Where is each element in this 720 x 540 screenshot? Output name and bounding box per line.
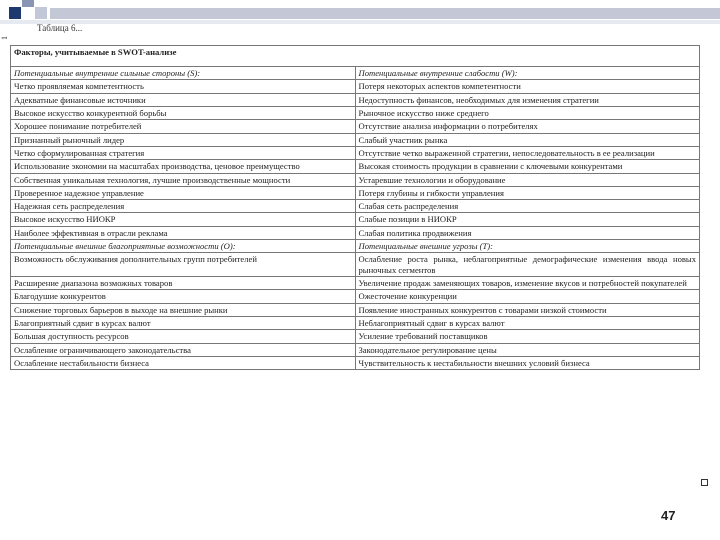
cell-right: Слабая политика продвижения	[355, 226, 700, 239]
cell-right: Недоступность финансов, необходимых для изменения стратегии	[355, 93, 700, 106]
section-header-left: Потенциальные внутренние сильные стороны (S):	[11, 67, 356, 80]
decor-stripe	[50, 8, 720, 19]
cell-left: Признанный рыночный лидер	[11, 133, 356, 146]
table-section-header-row	[11, 240, 700, 253]
cell-right: Высокая стоимость продукции в сравнении с ключевыми конкурентами	[355, 160, 700, 173]
cell-right: Неблагоприятный сдвиг в курсах валют	[355, 316, 700, 329]
cell-right: Законодательное регулирование цены	[355, 343, 700, 356]
cell-left: Использование экономии на масштабах производства, ценовое преимущество	[11, 160, 356, 173]
cell-right: Отсутствие анализа информации о потребителях	[355, 120, 700, 133]
table-row	[11, 133, 700, 146]
section-header-left: Потенциальные внешние благоприятные возможности (O):	[11, 240, 356, 253]
table-row	[11, 226, 700, 239]
cell-left: Снижение торговых барьеров в выходе на внешние рынки	[11, 303, 356, 316]
cell-right: Потеря глубины и гибкости управления	[355, 186, 700, 199]
table-title: Факторы, учитываемые в SWOT-анализе	[11, 46, 700, 67]
cell-left: Адекватные финансовые источники	[11, 93, 356, 106]
cell-left: Высокое искусство НИОКР	[11, 213, 356, 226]
table-section-header-row	[11, 67, 700, 80]
cell-left: Проверенное надежное управление	[11, 186, 356, 199]
table-row	[11, 186, 700, 199]
table-row	[11, 330, 700, 343]
cell-left: Ослабление ограничивающего законодательства	[11, 343, 356, 356]
cell-right: Потеря некоторых аспектов компетентности	[355, 80, 700, 93]
cell-left: Благодушие конкурентов	[11, 290, 356, 303]
decor-square-dark	[9, 7, 21, 19]
table-row	[11, 80, 700, 93]
decor-stripe-thin	[0, 20, 720, 24]
cell-right: Слабый участник рынка	[355, 133, 700, 146]
table-row	[11, 213, 700, 226]
table-row	[11, 277, 700, 290]
table-row	[11, 120, 700, 133]
corner-square-icon	[701, 479, 708, 486]
cell-left: Ослабление нестабильности бизнеса	[11, 356, 356, 369]
decor-square-light	[35, 7, 47, 19]
header-decoration	[0, 0, 720, 30]
table-row	[11, 316, 700, 329]
table-row	[11, 253, 700, 277]
cell-left: Четко проявляемая компетентность	[11, 80, 356, 93]
cell-right: Рыночное искусство ниже среднего	[355, 106, 700, 119]
cell-right: Ожесточение конкуренции	[355, 290, 700, 303]
cell-right: Чувствительность к нестабильности внешних условий бизнеса	[355, 356, 700, 369]
cell-left: Наиболее эффективная в отрасли реклама	[11, 226, 356, 239]
table-row	[11, 356, 700, 369]
cell-right: Отсутствие четко выраженной стратегии, непоследовательность в ее реализации	[355, 146, 700, 159]
table-row	[11, 146, 700, 159]
section-header-right: Потенциальные внешние угрозы (T):	[355, 240, 700, 253]
cell-right: Устаревшие технологии и оборудование	[355, 173, 700, 186]
cell-right: Слабые позиции в НИОКР	[355, 213, 700, 226]
side-mark: 1	[0, 36, 9, 40]
table-row	[11, 303, 700, 316]
swot-table	[10, 45, 700, 370]
table-row	[11, 93, 700, 106]
table-row	[11, 343, 700, 356]
cell-right: Ослабление роста рынка, неблагоприятные демографические изменения ввода новых рыночных сегментов	[355, 253, 700, 277]
section-header-right: Потенциальные внутренние слабости (W):	[355, 67, 700, 80]
table-title-row	[11, 46, 700, 67]
page-number: 47	[661, 508, 676, 523]
cell-left: Собственная уникальная технология, лучшие производственные мощности	[11, 173, 356, 186]
table-row	[11, 173, 700, 186]
table-caption: Таблица 6...	[37, 23, 83, 33]
table-row	[11, 160, 700, 173]
decor-square-mid	[22, 0, 34, 7]
cell-left: Высокое искусство конкурентной борьбы	[11, 106, 356, 119]
cell-left: Четко сформулированная стратегия	[11, 146, 356, 159]
table-row	[11, 290, 700, 303]
cell-left: Возможность обслуживания дополнительных групп потребителей	[11, 253, 356, 277]
cell-right: Усиление требований поставщиков	[355, 330, 700, 343]
cell-left: Надежная сеть распределения	[11, 200, 356, 213]
cell-left: Хорошее понимание потребителей	[11, 120, 356, 133]
table-row	[11, 106, 700, 119]
cell-left: Расширение диапазона возможных товаров	[11, 277, 356, 290]
cell-right: Появление иностранных конкурентов с товарами низкой стоимости	[355, 303, 700, 316]
cell-right: Увеличение продаж заменяющих товаров, изменение вкусов и потребностей покупателей	[355, 277, 700, 290]
cell-left: Большая доступность ресурсов	[11, 330, 356, 343]
table-row	[11, 200, 700, 213]
cell-left: Благоприятный сдвиг в курсах валют	[11, 316, 356, 329]
cell-right: Слабая сеть распределения	[355, 200, 700, 213]
